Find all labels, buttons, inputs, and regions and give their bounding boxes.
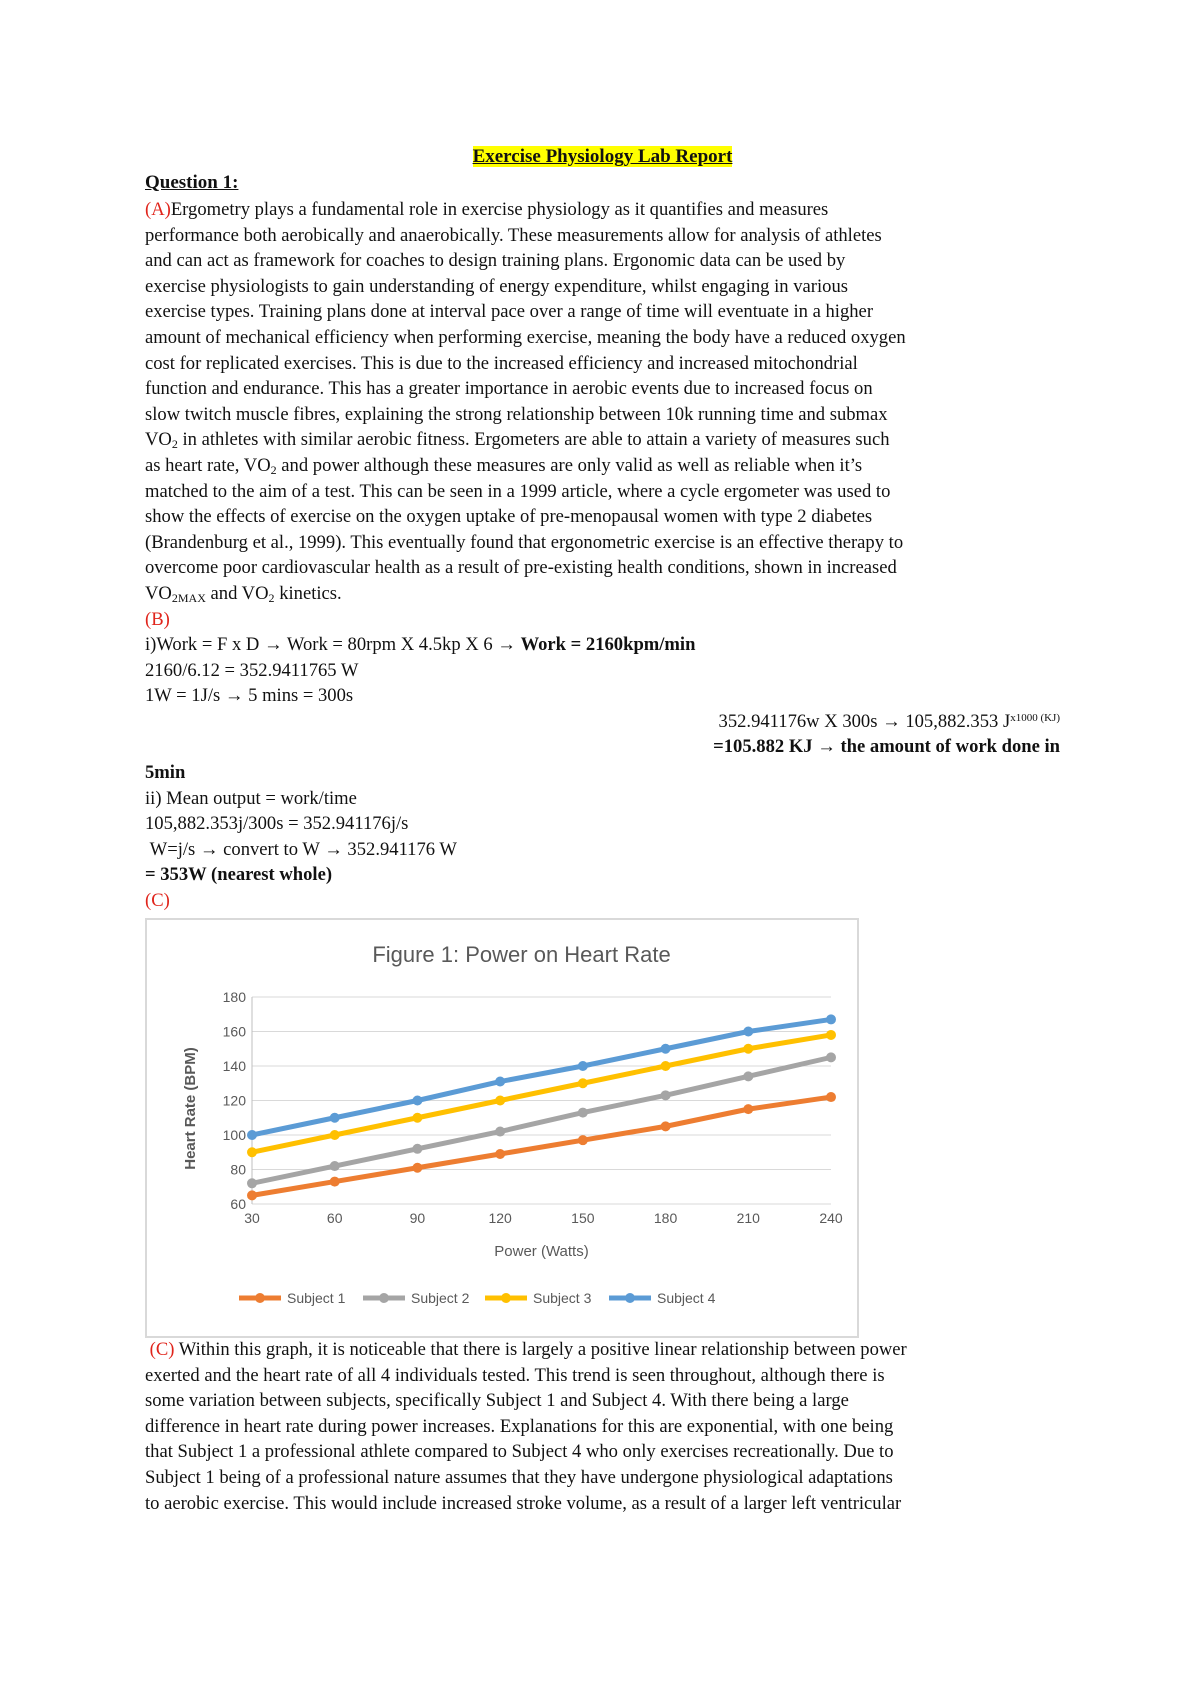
data-point-subject-2 [495, 1127, 505, 1137]
x-tick-label: 60 [326, 1210, 343, 1226]
legend-marker-subject-3 [501, 1293, 511, 1303]
y-tick-label: 180 [222, 989, 246, 1005]
legend-marker-subject-4 [625, 1293, 635, 1303]
data-point-subject-3 [661, 1061, 671, 1071]
legend-marker-subject-1 [255, 1293, 265, 1303]
part-c-paragraph: (C) Within this graph, it is noticeable that there is largely a positive linear relationship between power exerted and the heart rate of all 4 individuals tested. This trend is seen throughout, although there is some variation between subjects, specifically Subject 1 and Subject 4. With there being a large difference in heart rate during power increases. Explanations for this are exponential, with one being that Subject 1 a professional athlete compared to Subject 4 who only exercises recreationally. Due to Subject 1 being of a professional nature assumes that they have undergone physiological adaptations to aerobic exercise. This would include increased stroke volume, as a result of a larger left ventricular [145, 1339, 907, 1514]
legend-marker-subject-2 [379, 1293, 389, 1303]
y-axis-label: Heart Rate (BPM) [182, 1047, 199, 1170]
x-tick-label: 150 [571, 1210, 595, 1226]
mean-output-result: = 353W (nearest whole) [145, 864, 333, 886]
data-point-subject-1 [743, 1104, 753, 1114]
data-point-subject-1 [826, 1092, 836, 1102]
data-point-subject-3 [743, 1044, 753, 1054]
data-point-subject-2 [412, 1144, 422, 1154]
x-tick-label: 90 [409, 1210, 426, 1226]
data-point-subject-3 [495, 1096, 505, 1106]
data-point-subject-1 [578, 1135, 588, 1145]
y-tick-label: 100 [222, 1127, 246, 1143]
data-point-subject-2 [826, 1052, 836, 1062]
data-point-subject-3 [826, 1030, 836, 1040]
x-tick-label: 30 [244, 1210, 260, 1226]
part-b-marker: (B) [145, 608, 170, 630]
part-c2-marker: (C) [149, 1339, 175, 1360]
x-axis-label: Power (Watts) [494, 1243, 589, 1260]
part-a-marker: (A) [145, 199, 171, 220]
chart-title: Figure 1: Power on Heart Rate [372, 942, 671, 967]
figure-1-chart [145, 918, 859, 1338]
y-tick-label: 160 [222, 1023, 246, 1040]
x-tick-label: 120 [488, 1210, 512, 1226]
question-heading: Question 1: [145, 172, 239, 193]
y-tick-label: 60 [230, 1196, 246, 1212]
data-point-subject-1 [247, 1190, 257, 1200]
data-point-subject-3 [330, 1130, 340, 1140]
data-point-subject-2 [330, 1161, 340, 1171]
data-point-subject-1 [661, 1121, 671, 1131]
data-point-subject-2 [247, 1178, 257, 1188]
data-point-subject-4 [743, 1027, 753, 1037]
chart-svg [147, 920, 857, 1336]
y-tick-label: 120 [222, 1092, 246, 1109]
legend-label-subject-4: Subject 4 [657, 1290, 716, 1306]
data-point-subject-1 [330, 1177, 340, 1187]
data-point-subject-4 [578, 1061, 588, 1071]
legend-label-subject-3: Subject 3 [533, 1290, 592, 1306]
data-point-subject-4 [330, 1113, 340, 1123]
data-point-subject-2 [661, 1090, 671, 1100]
y-tick-label: 80 [230, 1161, 246, 1178]
data-point-subject-4 [495, 1077, 505, 1087]
report-title: Exercise Physiology Lab Report [472, 146, 733, 167]
x-tick-label: 180 [653, 1210, 678, 1226]
part-a-paragraph: (A)Ergometry plays a fundamental role in exercise physiology as it quantifies and measures performance both aerobically and anaerobically. These measurements allow for analysis of athletes and can act as framework for coaches to design training plans. Ergonomic data can be used by exercise physiologists to gain understanding of energy expenditure, whilst engaging in various exercise types. Training plans done at interval pace over a range of time will eventuate in a higher amount of mechanical efficiency when performing exercise, meaning the body have a reduced oxygen cost for replicated exercises. This is due to the increased efficiency and increased mitochondrial function and endurance. This has a greater importance in aerobic events due to increased focus on slow twitch muscle fibres, explaining the strong relationship between 10k running time and submax $VO_2$ in athletes with similar aerobic fitness. Ergometers are able to attain a variety of measures such as heart rate, $VO_2$ and power although these measures are only valid as well as reliable when it’s matched to the aim of a test. This can be seen in a 1999 article, where a cycle ergometer was used to show the effects of exercise on the oxygen uptake of pre-menopausal women with type 2 diabetes (Brandenburg et al., 1999). This eventually found that ergonometric exercise is an effective therapy to overcome poor cardiovascular health as a result of pre-existing health conditions, shown in increased $VO_{2MAX}$ and $VO_2$ kinetics. (B) i)Work = F x D → Work = 80rpm X 4.5kp X 6 → Work = 2160kpm/min 2160/6.12 = 352.9411765 W 1W = 1J/s → 5 mins = 300s 352.941176w X 300s → 105,882.353 $J^{x1000 (KJ)}$ =105.882 KJ → the amount of work done in 5min ii) Mean output = work/time 105,882.353j/300s = 352.941176j/s W=j/s → convert to W → 352.941176 W = 353W (nearest whole) (C) [145, 197, 1060, 914]
data-point-subject-1 [495, 1149, 505, 1159]
data-point-subject-2 [578, 1108, 588, 1118]
data-point-subject-2 [743, 1071, 753, 1081]
y-tick-label: 140 [222, 1058, 246, 1074]
x-tick-label: 240 [819, 1210, 843, 1226]
data-point-subject-4 [826, 1014, 836, 1024]
data-point-subject-4 [247, 1130, 257, 1140]
x-tick-label: 210 [736, 1210, 760, 1226]
legend-label-subject-1: Subject 1 [287, 1290, 346, 1306]
data-point-subject-4 [661, 1044, 671, 1054]
work-equation: i)Work = F x D → Work = 80rpm X 4.5kp X 6 → Work = 2160kpm/min [145, 634, 696, 656]
part-c-marker: (C) [145, 890, 170, 912]
data-point-subject-1 [412, 1163, 422, 1173]
data-point-subject-3 [412, 1113, 422, 1123]
legend-label-subject-2: Subject 2 [411, 1290, 470, 1306]
data-point-subject-3 [578, 1078, 588, 1088]
data-point-subject-4 [412, 1096, 422, 1106]
data-point-subject-3 [247, 1147, 257, 1157]
